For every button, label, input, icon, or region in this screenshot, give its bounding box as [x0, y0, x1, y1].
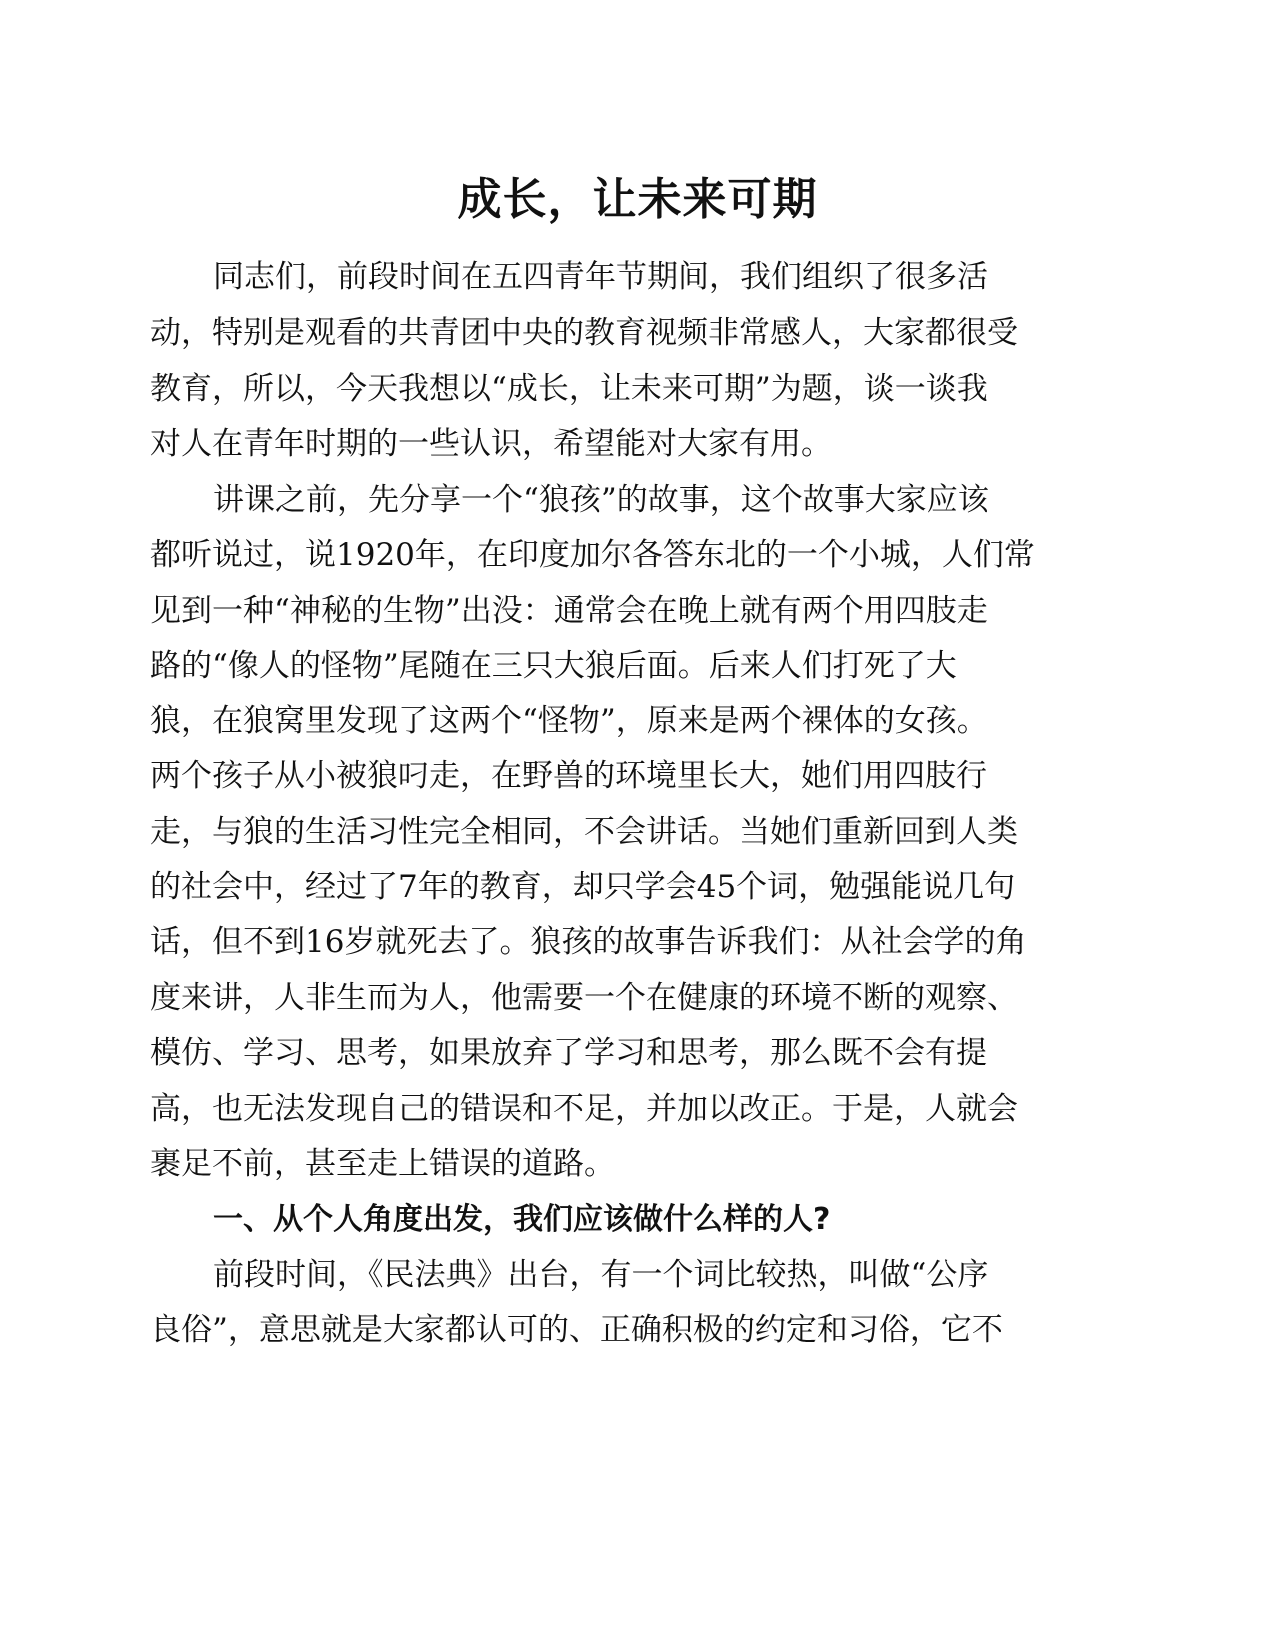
paragraph-line: 模仿、学习、思考，如果放弃了学习和思考，那么既不会有提 — [150, 1035, 987, 1071]
paragraph-line: 路的“像人的怪物”尾随在三只大狼后面。后来人们打死了大 — [150, 648, 957, 684]
paragraph-line: 两个孩子从小被狼叼走，在野兽的环境里长大，她们用四肢行 — [150, 758, 987, 794]
paragraph-line: 见到一种“神秘的生物”出没：通常会在晚上就有两个用四肢走 — [150, 593, 988, 629]
paragraph-line: 同志们，前段时间在五四青年节期间，我们组织了很多活 — [213, 259, 988, 295]
paragraph-line: 裹足不前，甚至走上错误的道路。 — [150, 1146, 615, 1182]
paragraph-line: 的社会中，经过了7年的教育，却只学会45个词，勉强能说几句 — [150, 869, 1016, 905]
paragraph-line: 走，与狼的生活习性完全相同，不会讲话。当她们重新回到人类 — [150, 814, 1018, 850]
paragraph-line: 狼，在狼窝里发现了这两个“怪物”，原来是两个裸体的女孩。 — [150, 703, 988, 739]
paragraph-line: 话，但不到16岁就死去了。狼孩的故事告诉我们：从社会学的角 — [150, 924, 1027, 960]
paragraph-line: 动，特别是观看的共青团中央的教育视频非常感人，大家都很受 — [150, 315, 1018, 351]
paragraph-line: 度来讲，人非生而为人，他需要一个在健康的环境不断的观察、 — [150, 980, 1018, 1016]
paragraph-line: 对人在青年时期的一些认识，希望能对大家有用。 — [150, 426, 832, 462]
paragraph-line: 良俗”，意思就是大家都认可的、正确积极的约定和习俗，它不 — [150, 1312, 1003, 1348]
paragraph-line: 都听说过，说1920年，在印度加尔各答东北的一个小城，人们常 — [150, 537, 1035, 573]
paragraph-line: 高，也无法发现自己的错误和不足，并加以改正。于是，人就会 — [150, 1091, 1018, 1127]
paragraph-line: 讲课之前，先分享一个“狼孩”的故事，这个故事大家应该 — [213, 482, 989, 518]
section-heading: 一、从个人角度出发，我们应该做什么样的人? — [213, 1202, 831, 1237]
paragraph-line: 教育，所以，今天我想以“成长，让未来可期”为题，谈一谈我 — [150, 371, 988, 407]
page-title: 成长，让未来可期 — [457, 174, 818, 225]
paragraph-line: 前段时间，《民法典》出台，有一个词比较热，叫做“公序 — [213, 1257, 989, 1293]
